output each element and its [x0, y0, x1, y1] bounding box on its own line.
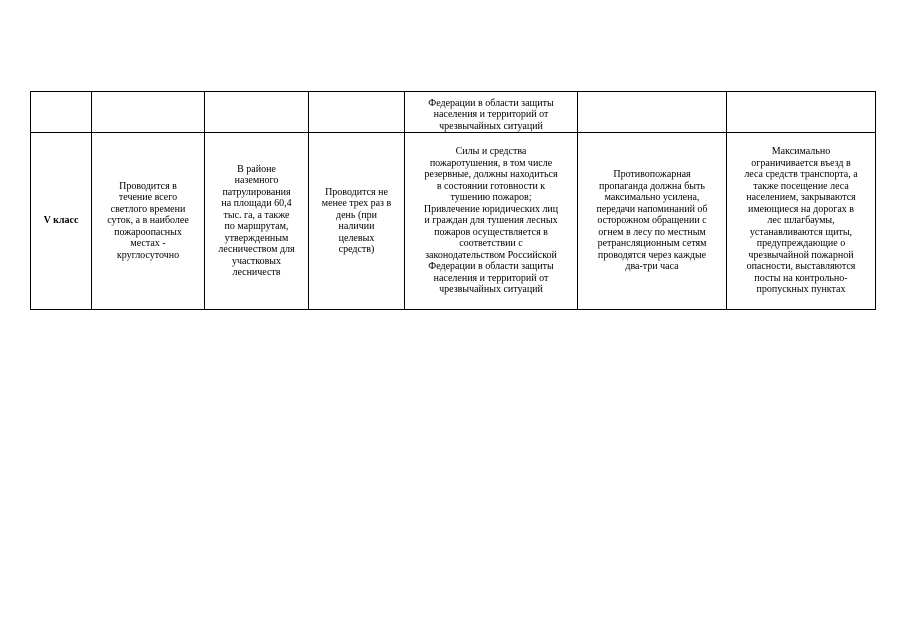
- cell-aerial-patrol: [309, 92, 405, 133]
- cell-propaganda: Противопожарная пропаганда должна быть максимально усилена, передачи напоминаний об осторожном обращении с огнем в лесу по местным ретрансляционным сетям проводятся через каждые два-три часа: [578, 133, 727, 310]
- cell-propaganda: [578, 92, 727, 133]
- cell-patrol-time: Проводится в течение всего светлого времени суток, а в наиболее пожароопасных местах - круглосуточно: [92, 133, 205, 310]
- cell-restrictions: Максимально ограничивается въезд в леса средств транспорта, а также посещение леса населением, закрываются имеющиеся на дорогах в лес шлагбаумы, устанавливаются щиты, предупреждающие о чрезвычайной пожарной опасности, выставляются посты на контрольно- пропускных пунктах: [727, 133, 876, 310]
- cell-class: V класс: [31, 133, 92, 310]
- cell-aerial-patrol: Проводится не менее трех раз в день (при наличии целевых средств): [309, 133, 405, 310]
- fire-danger-measures-table: [30, 91, 876, 310]
- table-row-class-5: [31, 133, 876, 310]
- table-row-continued: [31, 92, 876, 133]
- cell-fire-forces: Федерации в области защиты населения и территорий от чрезвычайных ситуаций: [405, 92, 578, 133]
- cell-patrol-time: [92, 92, 205, 133]
- cell-fire-forces: Силы и средства пожаротушения, в том числе резервные, должны находиться в состоянии готовности к тушению пожаров; Привлечение юридических лиц и граждан для тушения лесных пожаров осуществляется в соответствии с законодательством Российской Федерации в области защиты населения и территорий от чрезвычайных ситуаций: [405, 133, 578, 310]
- cell-class: [31, 92, 92, 133]
- cell-patrol-area: В районе наземного патрулирования на площади 60,4 тыс. га, а также по маршрутам, утвержденным лесничеством для участковых лесничеств: [205, 133, 309, 310]
- cell-restrictions: [727, 92, 876, 133]
- cell-patrol-area: [205, 92, 309, 133]
